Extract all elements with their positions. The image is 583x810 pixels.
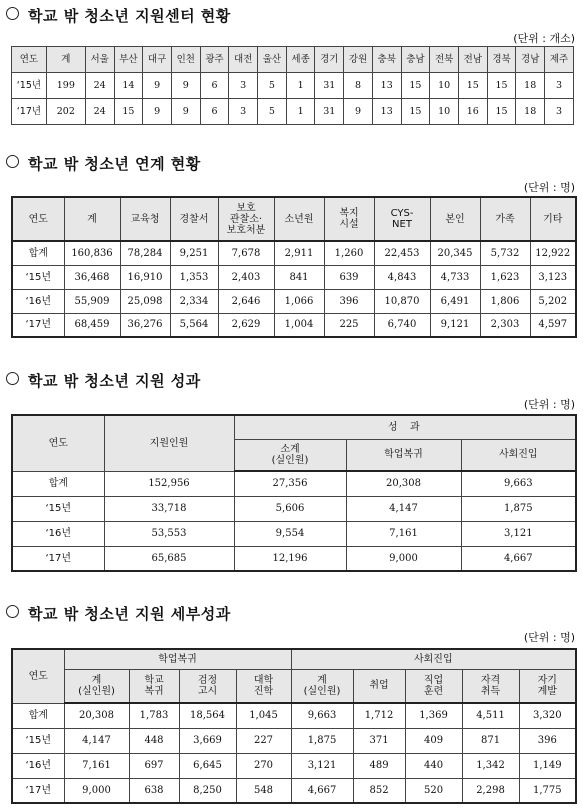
value-cell: 31 <box>315 73 344 99</box>
value-cell: 1,783 <box>129 703 179 728</box>
value-cell: 1,875 <box>461 496 576 521</box>
table-row <box>12 521 576 546</box>
value-cell: 65,685 <box>104 546 234 571</box>
table-row <box>12 546 576 571</box>
value-cell: 15 <box>487 73 516 99</box>
value-cell: 36,468 <box>64 265 120 289</box>
header-cell: 가족 <box>480 197 530 241</box>
header-cell: 자격 취득 <box>462 669 519 703</box>
table-row <box>12 289 576 313</box>
value-cell: 9 <box>171 99 200 125</box>
header-cell: 기타 <box>530 197 576 241</box>
header-cell: 세종 <box>286 47 315 73</box>
value-cell: 20,308 <box>64 703 129 728</box>
header-cell: 전북 <box>430 47 459 73</box>
value-cell: 638 <box>129 778 179 803</box>
value-cell: 520 <box>405 778 462 803</box>
value-cell: 1,623 <box>480 265 530 289</box>
header-social-entry-group: 사회진입 <box>291 649 576 669</box>
value-cell: 9,663 <box>291 703 353 728</box>
value-cell: 36,276 <box>120 313 170 337</box>
value-cell: 10,870 <box>374 289 430 313</box>
unit-label: (단위 : 명) <box>523 398 575 411</box>
value-cell: 68,459 <box>64 313 120 337</box>
value-cell: 8 <box>344 73 373 99</box>
value-cell: 489 <box>353 753 405 778</box>
value-cell: 24 <box>85 99 114 125</box>
value-cell: 1,806 <box>480 289 530 313</box>
value-cell: 15 <box>401 99 430 125</box>
value-cell: 5,606 <box>234 496 346 521</box>
value-cell: 4,511 <box>462 703 519 728</box>
table-row <box>12 471 576 496</box>
value-cell: 396 <box>324 289 374 313</box>
header-cell: 연도 <box>12 47 47 73</box>
value-cell: 20,308 <box>346 471 461 496</box>
value-cell: 1 <box>286 73 315 99</box>
value-cell: 78,284 <box>120 241 170 265</box>
table-row <box>12 265 576 289</box>
detailed-outcomes-table <box>11 648 577 804</box>
value-cell: 9,663 <box>461 471 576 496</box>
centers-table <box>11 46 574 125</box>
header-cell: 보호 관찰소· 보호처분 <box>218 197 274 241</box>
year-cell: ‘15년 <box>12 496 104 521</box>
header-cell: 계 <box>64 197 120 241</box>
value-cell: 9 <box>171 73 200 99</box>
value-cell: 448 <box>129 728 179 753</box>
circle-bullet-icon <box>6 7 19 20</box>
circle-bullet-icon <box>6 605 19 618</box>
header-cell: 교육청 <box>120 197 170 241</box>
value-cell: 225 <box>324 313 374 337</box>
header-cell: 충남 <box>401 47 430 73</box>
value-cell: 10 <box>430 73 459 99</box>
unit-label: (단위 : 개소) <box>513 32 575 45</box>
value-cell: 9 <box>344 99 373 125</box>
header-cell: 학업복귀 <box>346 439 461 471</box>
table-row <box>12 753 576 778</box>
header-cell: 대구 <box>143 47 172 73</box>
header-cell: 제주 <box>545 47 574 73</box>
value-cell: 53,553 <box>104 521 234 546</box>
value-cell: 3,121 <box>461 521 576 546</box>
value-cell: 22,453 <box>374 241 430 265</box>
value-cell: 639 <box>324 265 374 289</box>
year-cell: ‘15년 <box>12 265 64 289</box>
value-cell: 3 <box>545 73 574 99</box>
value-cell: 227 <box>236 728 291 753</box>
header-cell: 계 <box>46 47 85 73</box>
value-cell: 27,356 <box>234 471 346 496</box>
value-cell: 4,147 <box>346 496 461 521</box>
value-cell: 440 <box>405 753 462 778</box>
value-cell: 9,000 <box>64 778 129 803</box>
header-cell: 복지 시설 <box>324 197 374 241</box>
header-cell: 강원 <box>344 47 373 73</box>
section-title-centers: 학교 밖 청소년 지원센터 현황 <box>6 5 231 26</box>
value-cell: 18 <box>516 99 545 125</box>
circle-bullet-icon <box>6 372 19 385</box>
value-cell: 841 <box>274 265 324 289</box>
value-cell: 31 <box>315 99 344 125</box>
unit-label: (단위 : 명) <box>523 631 575 644</box>
value-cell: 3,669 <box>179 728 236 753</box>
year-cell: ‘16년 <box>12 521 104 546</box>
value-cell: 1,066 <box>274 289 324 313</box>
value-cell: 4,597 <box>530 313 576 337</box>
value-cell: 24 <box>85 73 114 99</box>
value-cell: 3,320 <box>519 703 576 728</box>
header-cell: 본인 <box>430 197 480 241</box>
circle-bullet-icon <box>6 155 19 168</box>
value-cell: 1 <box>286 99 315 125</box>
value-cell: 2,334 <box>170 289 218 313</box>
table-row <box>12 99 574 125</box>
value-cell: 2,911 <box>274 241 324 265</box>
header-outcome-group: 성 과 <box>234 415 576 439</box>
value-cell: 396 <box>519 728 576 753</box>
table-row <box>12 313 576 337</box>
value-cell: 12,922 <box>530 241 576 265</box>
section-title-detailed-outcomes: 학교 밖 청소년 지원 세부성과 <box>6 603 231 624</box>
value-cell: 8,250 <box>179 778 236 803</box>
header-cell: 학교 복귀 <box>129 669 179 703</box>
value-cell: 2,403 <box>218 265 274 289</box>
value-cell: 270 <box>236 753 291 778</box>
value-cell: 2,298 <box>462 778 519 803</box>
year-cell: 합계 <box>12 241 64 265</box>
header-school-return-group: 학업복귀 <box>64 649 291 669</box>
table-row <box>12 73 574 99</box>
value-cell: 7,678 <box>218 241 274 265</box>
value-cell: 2,646 <box>218 289 274 313</box>
value-cell: 5,732 <box>480 241 530 265</box>
value-cell: 1,369 <box>405 703 462 728</box>
value-cell: 409 <box>405 728 462 753</box>
value-cell: 2,629 <box>218 313 274 337</box>
header-cell: 울산 <box>258 47 287 73</box>
value-cell: 9,121 <box>430 313 480 337</box>
header-cell: 경찰서 <box>170 197 218 241</box>
table-row <box>12 496 576 521</box>
header-cell: 경남 <box>516 47 545 73</box>
value-cell: 6 <box>200 99 229 125</box>
year-cell: 합계 <box>12 703 64 728</box>
value-cell: 548 <box>236 778 291 803</box>
value-cell: 1,149 <box>519 753 576 778</box>
value-cell: 5,564 <box>170 313 218 337</box>
value-cell: 9,251 <box>170 241 218 265</box>
header-cell: 계 (실인원) <box>291 669 353 703</box>
value-cell: 15 <box>401 73 430 99</box>
value-cell: 18,564 <box>179 703 236 728</box>
value-cell: 1,004 <box>274 313 324 337</box>
value-cell: 4,843 <box>374 265 430 289</box>
year-cell: ‘17년 <box>12 313 64 337</box>
value-cell: 9,554 <box>234 521 346 546</box>
year-cell: ‘17년 <box>12 546 104 571</box>
value-cell: 14 <box>114 73 143 99</box>
value-cell: 3 <box>229 99 258 125</box>
value-cell: 20,345 <box>430 241 480 265</box>
header-cell: 자기 계발 <box>519 669 576 703</box>
header-cell: 전남 <box>458 47 487 73</box>
table-row <box>12 728 576 753</box>
value-cell: 1,775 <box>519 778 576 803</box>
value-cell: 55,909 <box>64 289 120 313</box>
table-row <box>12 778 576 803</box>
section-title-outcomes: 학교 밖 청소년 지원 성과 <box>6 370 201 391</box>
header-cell: 충북 <box>372 47 401 73</box>
year-cell: ‘15년 <box>12 728 64 753</box>
year-cell: 합계 <box>12 471 104 496</box>
value-cell: 3 <box>545 99 574 125</box>
value-cell: 5 <box>258 73 287 99</box>
header-cell: 소년원 <box>274 197 324 241</box>
value-cell: 152,956 <box>104 471 234 496</box>
value-cell: 1,260 <box>324 241 374 265</box>
value-cell: 697 <box>129 753 179 778</box>
header-support-count: 지원인원 <box>104 415 234 471</box>
value-cell: 3,123 <box>530 265 576 289</box>
value-cell: 18 <box>516 73 545 99</box>
value-cell: 6,491 <box>430 289 480 313</box>
value-cell: 1,342 <box>462 753 519 778</box>
value-cell: 33,718 <box>104 496 234 521</box>
header-year: 연도 <box>12 415 104 471</box>
value-cell: 4,667 <box>461 546 576 571</box>
value-cell: 1,353 <box>170 265 218 289</box>
value-cell: 12,196 <box>234 546 346 571</box>
value-cell: 13 <box>372 99 401 125</box>
header-year: 연도 <box>12 649 64 703</box>
table-row <box>12 703 576 728</box>
value-cell: 4,667 <box>291 778 353 803</box>
value-cell: 9 <box>143 73 172 99</box>
value-cell: 6,645 <box>179 753 236 778</box>
value-cell: 5 <box>258 99 287 125</box>
value-cell: 199 <box>46 73 85 99</box>
value-cell: 7,161 <box>64 753 129 778</box>
header-cell: 서울 <box>85 47 114 73</box>
header-cell: 취업 <box>353 669 405 703</box>
year-cell: ‘16년 <box>12 753 64 778</box>
value-cell: 4,733 <box>430 265 480 289</box>
value-cell: 25,098 <box>120 289 170 313</box>
header-cell: 경기 <box>315 47 344 73</box>
unit-label: (단위 : 명) <box>523 181 575 194</box>
value-cell: 2,303 <box>480 313 530 337</box>
value-cell: 15 <box>458 73 487 99</box>
referrals-table <box>11 196 577 338</box>
value-cell: 15 <box>114 99 143 125</box>
value-cell: 3,121 <box>291 753 353 778</box>
value-cell: 871 <box>462 728 519 753</box>
value-cell: 5,202 <box>530 289 576 313</box>
header-cell: 인천 <box>171 47 200 73</box>
year-cell: ‘17년 <box>12 778 64 803</box>
value-cell: 4,147 <box>64 728 129 753</box>
section-title-referrals: 학교 밖 청소년 연계 현황 <box>6 153 201 174</box>
value-cell: 371 <box>353 728 405 753</box>
value-cell: 9 <box>143 99 172 125</box>
value-cell: 15 <box>487 99 516 125</box>
header-cell: 사회진입 <box>461 439 576 471</box>
header-cell: 직업 훈련 <box>405 669 462 703</box>
value-cell: 6,740 <box>374 313 430 337</box>
outcomes-table <box>11 414 577 572</box>
value-cell: 3 <box>229 73 258 99</box>
value-cell: 16,910 <box>120 265 170 289</box>
year-cell: ‘16년 <box>12 289 64 313</box>
header-cell: CYS- NET <box>374 197 430 241</box>
header-cell: 대전 <box>229 47 258 73</box>
value-cell: 9,000 <box>346 546 461 571</box>
value-cell: 1,045 <box>236 703 291 728</box>
value-cell: 852 <box>353 778 405 803</box>
header-cell: 부산 <box>114 47 143 73</box>
value-cell: 1,875 <box>291 728 353 753</box>
header-cell: 대학 진학 <box>236 669 291 703</box>
header-cell: 계 (실인원) <box>64 669 129 703</box>
value-cell: 1,712 <box>353 703 405 728</box>
value-cell: 6 <box>200 73 229 99</box>
value-cell: 160,836 <box>64 241 120 265</box>
year-cell: ‘15년 <box>12 73 47 99</box>
header-cell: 경북 <box>487 47 516 73</box>
header-cell: 검정 고시 <box>179 669 236 703</box>
header-cell: 광주 <box>200 47 229 73</box>
year-cell: ‘17년 <box>12 99 47 125</box>
value-cell: 13 <box>372 73 401 99</box>
header-cell: 소계 (실인원) <box>234 439 346 471</box>
value-cell: 16 <box>458 99 487 125</box>
table-row <box>12 241 576 265</box>
header-cell: 연도 <box>12 197 64 241</box>
value-cell: 202 <box>46 99 85 125</box>
value-cell: 7,161 <box>346 521 461 546</box>
value-cell: 10 <box>430 99 459 125</box>
